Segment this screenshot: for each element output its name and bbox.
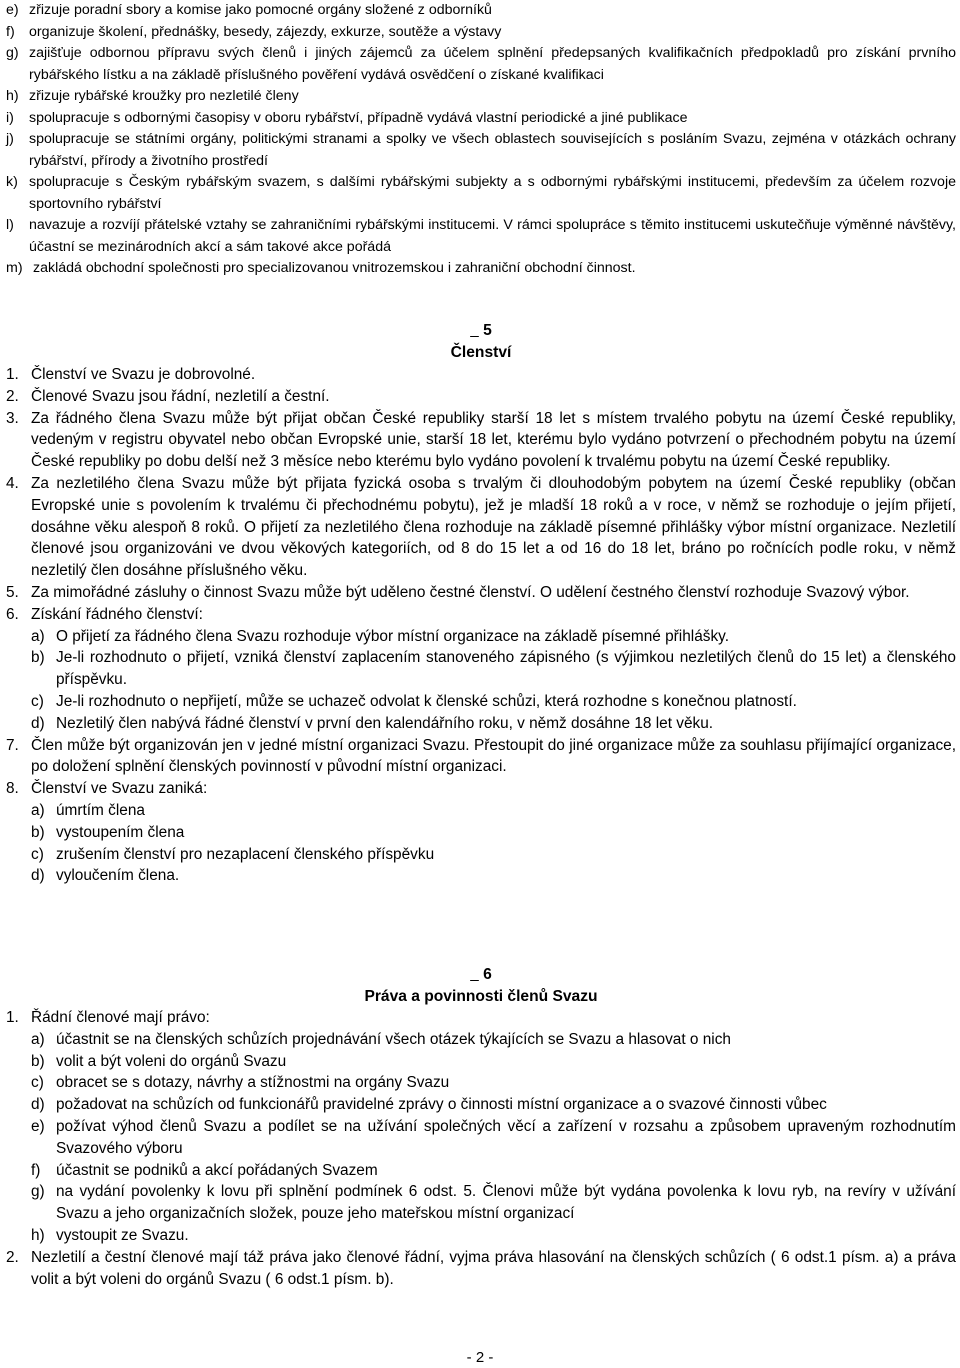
- item-text: spolupracuje s odbornými časopisy v oboru rybářství, případně vydává vlastní periodické a jiné publikace: [29, 109, 688, 126]
- item-text: zajišťuje odbornou přípravu svých členů i jiných zájemců za účelem splnění předepsaných kvalifikačních předpokladů pro získání prvního rybářského lístku a na základě příslušného pověření vydává osvědčení o získané kvalifikaci: [29, 45, 956, 83]
- list-item: [6, 604, 956, 626]
- item-label: g): [6, 45, 19, 61]
- sublist: [6, 626, 956, 735]
- item-label: d): [31, 867, 45, 885]
- list-item: [6, 778, 956, 800]
- sublist-item: [31, 822, 956, 844]
- sublist-item: [31, 865, 956, 887]
- sublist-item: [31, 691, 956, 713]
- sublist-item: [31, 647, 956, 691]
- item-text: Řádní členové mají právo:: [31, 1009, 210, 1026]
- item-label: 2.: [6, 387, 19, 405]
- item-label: 6.: [6, 605, 19, 623]
- item-text: zřizuje poradní sbory a komise jako pomocné orgány složené z odborníků: [29, 2, 492, 18]
- list-item: [6, 108, 956, 130]
- item-label: a): [31, 801, 45, 819]
- item-label: k): [6, 174, 18, 190]
- item-text: Nezletilý člen nabývá řádné členství v první den kalendářního roku, v němž dosáhne 18 let věku.: [56, 714, 714, 732]
- list-item: [6, 215, 956, 258]
- list-item: [6, 364, 956, 386]
- item-text: úmrtím člena: [56, 801, 145, 819]
- section-6-heading: [6, 964, 956, 1008]
- list-item: [6, 408, 956, 473]
- item-label: m): [6, 260, 23, 276]
- sublist-item: [31, 1160, 956, 1182]
- item-text: Členství ve Svazu zaniká:: [31, 780, 208, 798]
- item-label: c): [31, 845, 44, 863]
- section-5-list: [6, 364, 956, 887]
- item-text: organizuje školení, přednášky, besedy, zájezdy, exkurze, soutěže a výstavy: [29, 23, 502, 40]
- sublist-item: [31, 1029, 956, 1051]
- item-label: h): [31, 1226, 45, 1244]
- list-item: [6, 172, 956, 215]
- section-title: Členství: [450, 343, 512, 361]
- list-item: [6, 1247, 956, 1291]
- item-text: spolupracuje se státními orgány, politickými stranami a spolky ve všech oblastech souvisejících s posláním Svazu, zejména v otázkách ochrany rybářství, přírody a životního prostředí: [29, 131, 956, 169]
- item-text: Člen může být organizován jen v jedné místní organizaci Svazu. Přestoupit do jiné organizace může za souhlasu přijímající organizace, po doložení splnění členských povinností v původní místní organizaci.: [31, 736, 956, 776]
- item-label: h): [6, 88, 19, 104]
- sublist-item: [31, 844, 956, 866]
- item-text: volit a být voleni do orgánů Svazu: [56, 1052, 287, 1070]
- section-title: Práva a povinnosti členů Svazu: [364, 987, 598, 1005]
- intro-list: [6, 0, 956, 280]
- sublist-item: [31, 1225, 956, 1247]
- item-label: 2.: [6, 1248, 19, 1266]
- item-text: Za řádného člena Svazu může být přijat občan České republiky starší 18 let s místem trvalého pobytu na území České republiky, vedeným v registru obyvatel nebo občan Evropské unie, starší 18 let, kterému bylo vydáno potvrzení o přechodném pobytu na území České republiky po dobu delší než 3 měsíce nebo kterému bylo vydáno povolení k trvalému pobytu na území České republiky.: [31, 409, 956, 471]
- sublist: [6, 800, 956, 887]
- item-label: 1.: [6, 1009, 19, 1026]
- item-label: c): [31, 692, 44, 710]
- sublist-item: [31, 1116, 956, 1160]
- item-text: obracet se s dotazy, návrhy a stížnostmi na orgány Svazu: [56, 1074, 450, 1092]
- list-item: [6, 473, 956, 582]
- item-text: vystoupením člena: [56, 823, 185, 841]
- item-text: spolupracuje s Českým rybářským svazem, s dalšími rybářskými subjekty a s odbornými rybářskými institucemi, především za účelem rozvoje sportovního rybářství: [29, 174, 956, 212]
- section-number: 6: [483, 966, 492, 983]
- item-label: j): [6, 131, 14, 147]
- list-item: [6, 582, 956, 604]
- list-item: [6, 735, 956, 779]
- list-item: [6, 258, 956, 280]
- section-6-list: [6, 1007, 956, 1290]
- sublist-item: [31, 800, 956, 822]
- item-label: e): [31, 1117, 45, 1135]
- item-text: Za mimořádné zásluhy o činnost Svazu může být uděleno čestné členství. O udělení čestného členství rozhoduje Svazový výbor.: [31, 583, 910, 601]
- item-label: d): [31, 714, 45, 732]
- item-label: 3.: [6, 409, 19, 427]
- item-text: na vydání povolenky k lovu při splnění podmínek 6 odst. 5. Členovi může být vydána povolenka k lovu ryb, na revíry v užívání Svazu a jeho organizačních složek, pouze jeho mateřskou místní organizací: [56, 1183, 956, 1223]
- section-number: 5: [483, 322, 492, 339]
- item-label: b): [31, 649, 45, 667]
- item-label: f): [6, 23, 15, 40]
- list-item: [6, 129, 956, 172]
- item-label: l): [6, 217, 14, 233]
- item-text: požívat výhod členů Svazu a podílet se na užívání společných věcí a zařízení v rozsahu a způsobem upraveným rozhodnutím Svazového výboru: [56, 1117, 956, 1157]
- item-label: a): [31, 627, 45, 645]
- item-label: c): [31, 1074, 44, 1092]
- item-label: e): [6, 2, 19, 18]
- item-text: Získání řádného členství:: [31, 605, 203, 623]
- list-item: [6, 43, 956, 86]
- item-text: zakládá obchodní společnosti pro specializovanou vnitrozemskou i zahraniční obchodní činnost.: [33, 260, 636, 276]
- item-label: b): [31, 823, 45, 841]
- sublist-item: [31, 1094, 956, 1116]
- list-item: [6, 86, 956, 108]
- item-label: b): [31, 1052, 45, 1070]
- item-label: f): [31, 1161, 41, 1179]
- item-label: 7.: [6, 736, 19, 754]
- page-number: - 2 -: [466, 1349, 494, 1366]
- item-text: Členové Svazu jsou řádní, nezletilí a čestní.: [31, 387, 330, 405]
- sublist-item: [31, 1181, 956, 1225]
- item-text: Je-li rozhodnuto o přijetí, vzniká členství zaplacením stanoveného zápisného (s výjimkou nezletilých členů do 15 let) a členského příspěvku.: [56, 649, 956, 689]
- item-text: zrušením členství pro nezaplacení členského příspěvku: [56, 845, 435, 863]
- sublist-item: [31, 626, 956, 648]
- item-label: 5.: [6, 583, 19, 601]
- item-text: účastnit se na členských schůzích projednávání všech otázek týkajících se Svazu a hlasovat o nich: [56, 1030, 731, 1048]
- sublist: [6, 1029, 956, 1247]
- item-text: navazuje a rozvíjí přátelské vztahy se zahraničními rybářskými institucemi. V rámci spolupráce s těmito institucemi uskutečňuje výměnné návštěvy, účastní se mezinárodních akcí a sám takové akce pořádá: [29, 217, 956, 255]
- item-text: požadovat na schůzích od funkcionářů pravidelné zprávy o činnosti místní organizace a o svazové činnosti vůbec: [56, 1096, 827, 1114]
- sublist-item: [31, 713, 956, 735]
- item-text: Za nezletilého člena Svazu může být přijata fyzická osoba s trvalým či dlouhodobým pobytem na území České republiky (občan Evropské unie s povolením k trvalému či přechodnému pobytu), jež je mladší 18 roků a v roce, v němž se rozhoduje o jejím přijetí, dosáhne věku alespoň 8 roků. O přijetí za nezletilého člena rozhoduje na základě písemné přihlášky výbor místní organizace. Nezletilí členové jsou organizováni ve dvou věkových kategoriích, od 8 do 15 let a od 16 do 18 let, bráno po ročnících podle roku, v němž nezletilý člen dosáhne příslušného věku.: [31, 474, 956, 580]
- list-item: [6, 0, 956, 22]
- section-5-heading: [6, 320, 956, 364]
- item-label: 1.: [6, 366, 19, 383]
- item-text: O přijetí za řádného člena Svazu rozhoduje výbor místní organizace na základě písemné přihlášky.: [56, 627, 729, 645]
- item-label: 8.: [6, 780, 19, 798]
- sublist-item: [31, 1051, 956, 1073]
- item-text: účastnit se podniků a akcí pořádaných Svazem: [56, 1161, 378, 1179]
- sublist-item: [31, 1072, 956, 1094]
- item-label: i): [6, 109, 14, 126]
- list-item: [6, 386, 956, 408]
- item-text: Nezletilí a čestní členové mají táž práva jako členové řádní, vyjma práva hlasování na členských schůzích ( 6 odst.1 písm. a) a práva volit a být voleni do orgánů Svazu ( 6 odst.1 písm. b).: [31, 1248, 956, 1288]
- item-text: Členství ve Svazu je dobrovolné.: [31, 366, 256, 383]
- item-label: 4.: [6, 474, 19, 492]
- list-item: [6, 22, 956, 44]
- item-label: a): [31, 1030, 45, 1048]
- item-label: g): [31, 1183, 45, 1201]
- item-label: d): [31, 1096, 45, 1114]
- item-text: vyloučením člena.: [56, 867, 180, 885]
- item-text: vystoupit ze Svazu.: [56, 1226, 189, 1244]
- item-text: zřizuje rybářské kroužky pro nezletilé členy: [29, 88, 299, 104]
- item-text: Je-li rozhodnuto o nepřijetí, může se uchazeč odvolat k členské schůzi, která rozhodne s konečnou platností.: [56, 692, 797, 710]
- list-item: [6, 1007, 956, 1029]
